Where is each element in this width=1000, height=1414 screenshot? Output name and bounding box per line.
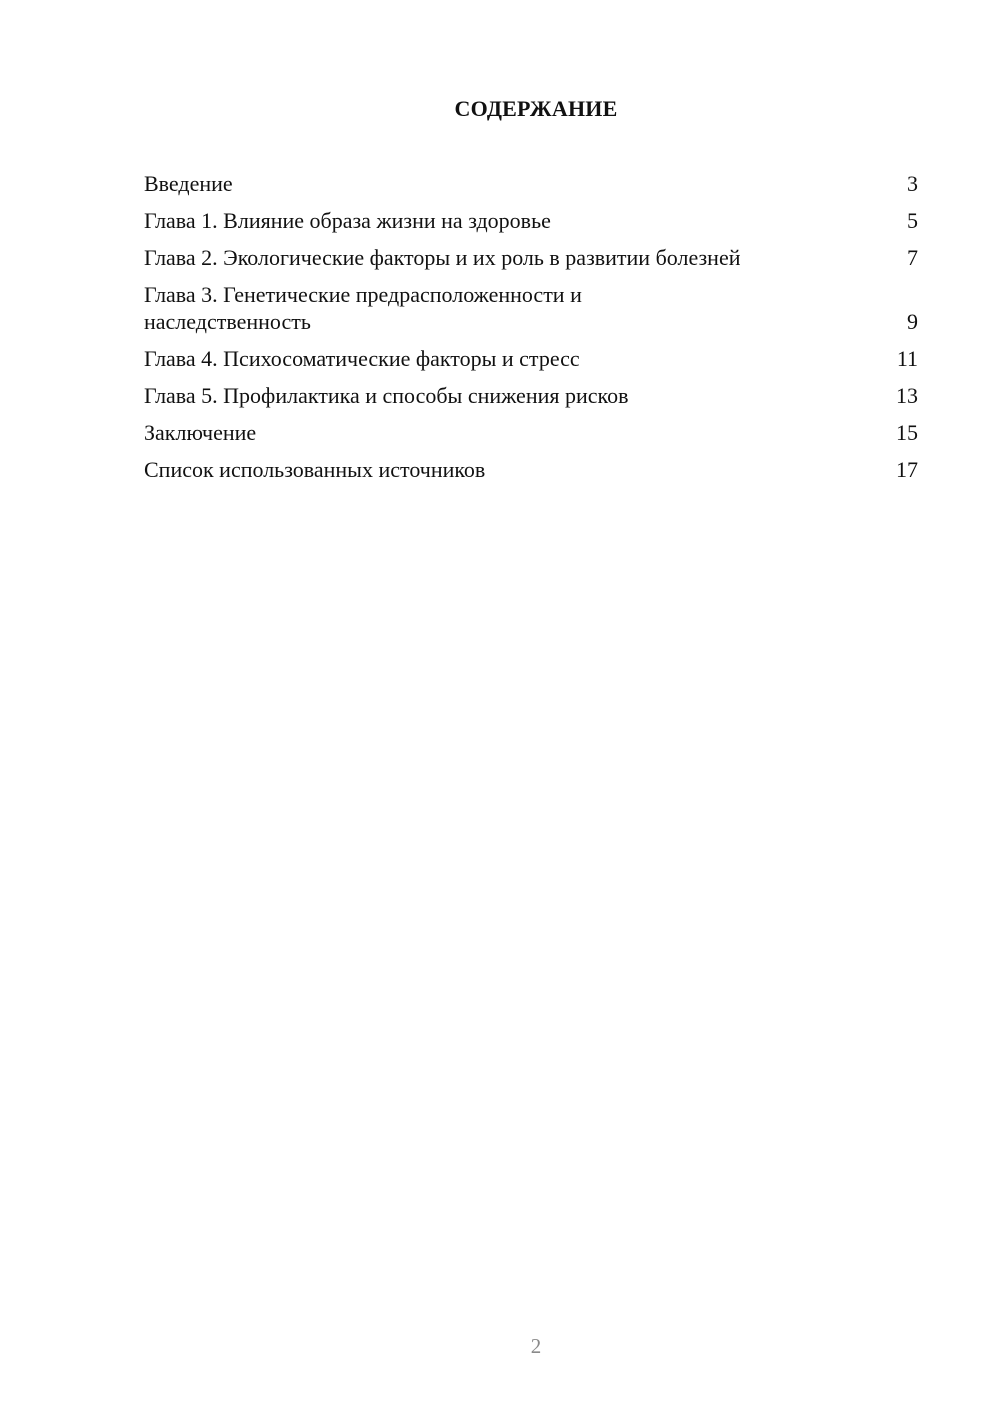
toc-entry-page: 17 [896, 457, 918, 482]
toc-entry-label: Введение [144, 171, 233, 196]
toc-entry-label: Глава 2. Экологические факторы и их роль в развитии болезней [144, 245, 741, 270]
toc-entry-page: 9 [907, 309, 918, 334]
toc-entry-chapter-1 [144, 207, 918, 234]
toc-entry-chapter-5 [144, 382, 918, 409]
toc-entry-introduction [144, 170, 918, 197]
toc-entry-chapter-2 [144, 244, 918, 271]
toc-entry-page: 7 [907, 245, 918, 270]
toc-entry-conclusion [144, 419, 918, 446]
toc-entry-label: Список использованных источников [144, 457, 486, 482]
toc-entry-page: 15 [896, 420, 918, 445]
toc-entry-page: 5 [907, 208, 918, 233]
toc-entry-label: Глава 5. Профилактика и способы снижения рисков [144, 383, 629, 408]
toc-entry-references [144, 456, 918, 483]
toc-entry-label: Глава 4. Психосоматические факторы и стресс [144, 346, 580, 371]
table-of-contents [144, 170, 918, 493]
toc-entry-label: Глава 1. Влияние образа жизни на здоровье [144, 208, 551, 233]
toc-entry-page: 11 [896, 346, 918, 371]
toc-entry-chapter-4 [144, 345, 918, 372]
toc-entry-page: 3 [907, 171, 918, 196]
toc-entry-label: Заключение [144, 420, 257, 445]
toc-entry-page: 13 [896, 383, 918, 408]
page-number: 2 [530, 1334, 542, 1358]
page-title: СОДЕРЖАНИЕ [454, 96, 618, 121]
toc-entry-chapter-3 [144, 281, 918, 335]
toc-entry-label: Глава 3. Генетические предрасположенности и наследственность [144, 282, 582, 334]
